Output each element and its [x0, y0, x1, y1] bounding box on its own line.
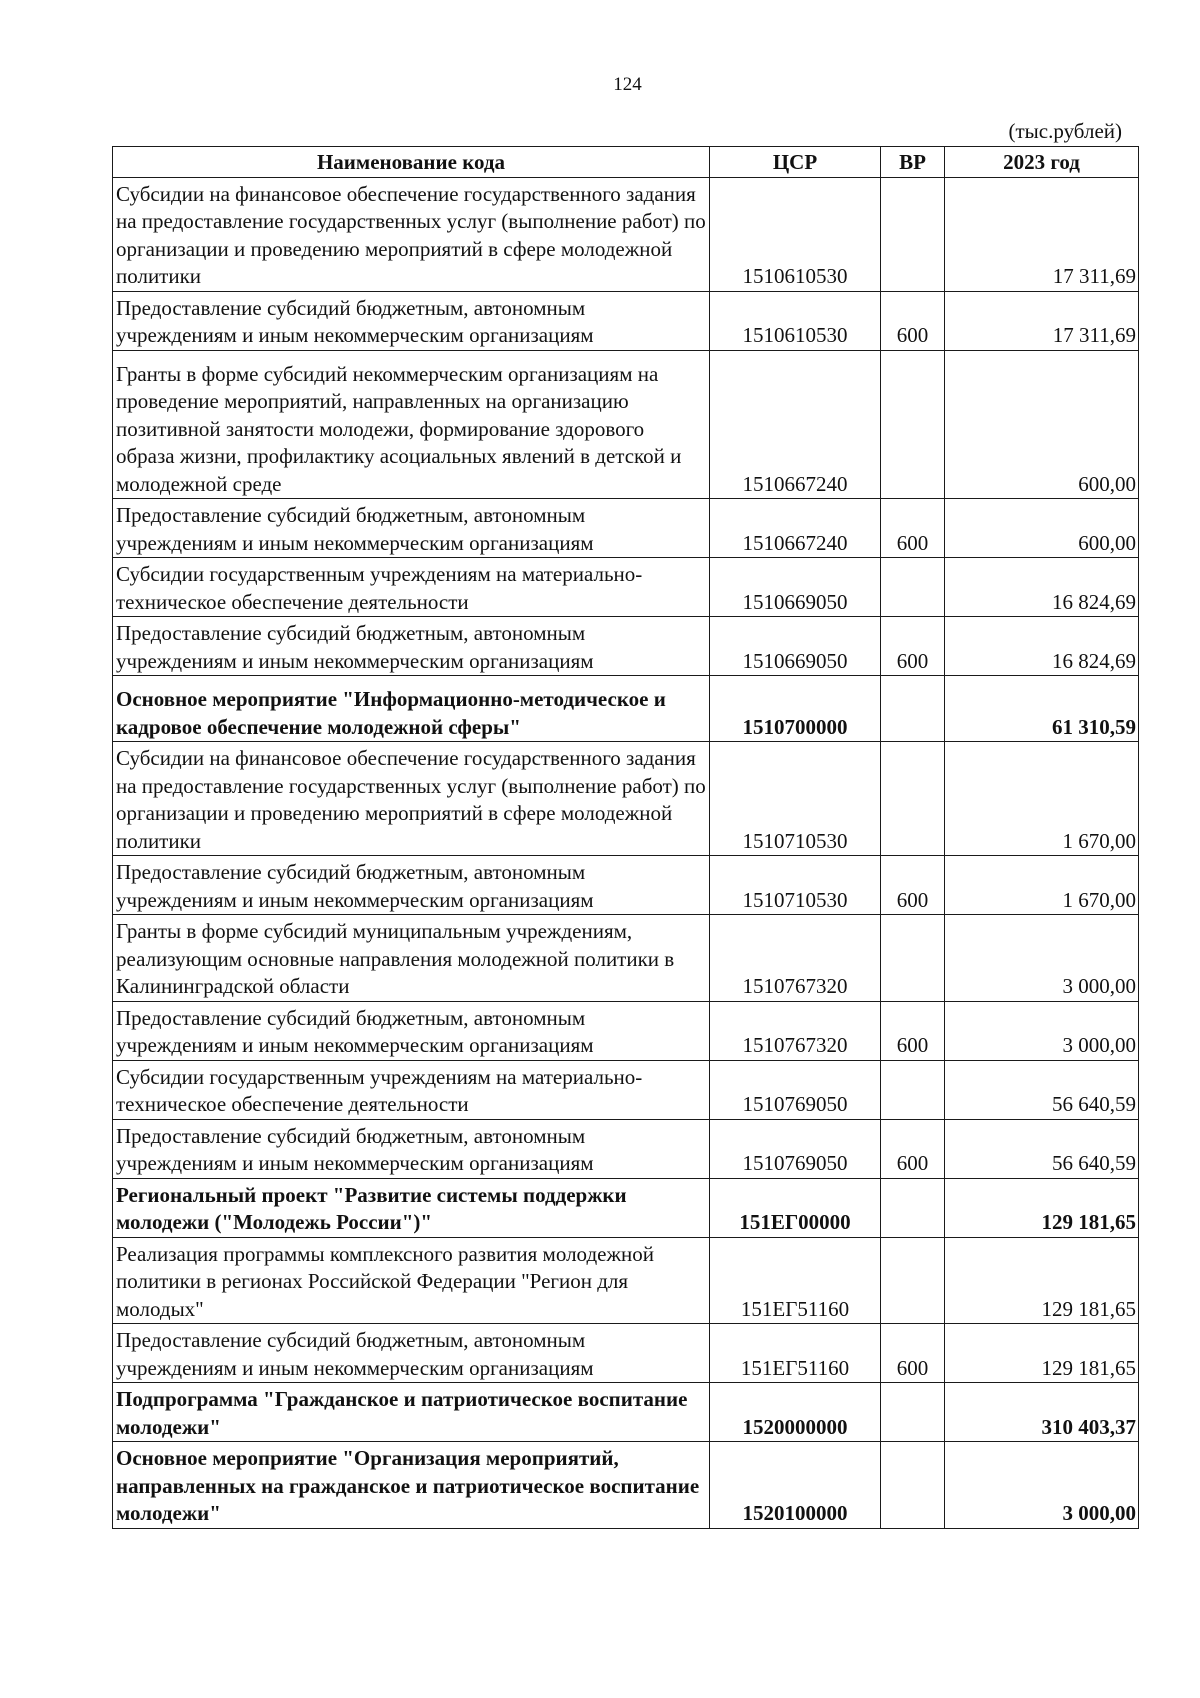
cell-csr: 1510769050 — [710, 1119, 881, 1178]
table-row — [113, 1119, 1139, 1178]
header-year: 2023 год — [945, 147, 1139, 178]
cell-vr: 600 — [881, 617, 945, 676]
cell-sum: 3 000,00 — [945, 1442, 1139, 1529]
table-row — [113, 915, 1139, 1002]
cell-name: Субсидии государственным учреждениям на материально-техническое обеспечение деятельности — [113, 558, 710, 617]
cell-name: Предоставление субсидий бюджетным, автономным учреждениям и иным некоммерческим организациям — [113, 1324, 710, 1383]
table-row — [113, 676, 1139, 742]
cell-name: Предоставление субсидий бюджетным, автономным учреждениям и иным некоммерческим организациям — [113, 1001, 710, 1060]
header-csr: ЦСР — [710, 147, 881, 178]
cell-sum: 3 000,00 — [945, 1001, 1139, 1060]
cell-csr: 151ЕГ00000 — [710, 1178, 881, 1237]
cell-sum: 16 824,69 — [945, 558, 1139, 617]
header-name: Наименование кода — [113, 147, 710, 178]
cell-name: Субсидии на финансовое обеспечение государственного задания на предоставление государственных услуг (выполнение работ) по организации и проведению мероприятий в сфере молодежной политики — [113, 177, 710, 291]
cell-sum: 16 824,69 — [945, 617, 1139, 676]
cell-vr — [881, 1060, 945, 1119]
cell-csr: 1510610530 — [710, 291, 881, 350]
cell-sum: 56 640,59 — [945, 1060, 1139, 1119]
cell-sum: 1 670,00 — [945, 856, 1139, 915]
cell-csr: 151ЕГ51160 — [710, 1237, 881, 1324]
cell-sum: 56 640,59 — [945, 1119, 1139, 1178]
cell-vr — [881, 350, 945, 499]
cell-csr: 1520100000 — [710, 1442, 881, 1529]
cell-name: Основное мероприятие "Информационно-методическое и кадровое обеспечение молодежной сферы" — [113, 676, 710, 742]
cell-csr: 1520000000 — [710, 1383, 881, 1442]
cell-csr: 1510769050 — [710, 1060, 881, 1119]
cell-name: Гранты в форме субсидий муниципальным учреждениям, реализующим основные направления молодежной политики в Калининградской области — [113, 915, 710, 1002]
cell-sum: 310 403,37 — [945, 1383, 1139, 1442]
table-row — [113, 742, 1139, 856]
cell-sum: 1 670,00 — [945, 742, 1139, 856]
cell-vr — [881, 558, 945, 617]
table-row — [113, 1001, 1139, 1060]
cell-csr: 1510767320 — [710, 1001, 881, 1060]
cell-name: Предоставление субсидий бюджетным, автономным учреждениям и иным некоммерческим организациям — [113, 617, 710, 676]
cell-csr: 1510767320 — [710, 915, 881, 1002]
cell-vr — [881, 915, 945, 1002]
cell-sum: 3 000,00 — [945, 915, 1139, 1002]
budget-table — [112, 146, 1139, 1529]
table-row — [113, 350, 1139, 499]
cell-name: Предоставление субсидий бюджетным, автономным учреждениям и иным некоммерческим организациям — [113, 291, 710, 350]
cell-vr — [881, 676, 945, 742]
cell-name: Субсидии государственным учреждениям на материально-техническое обеспечение деятельности — [113, 1060, 710, 1119]
cell-sum: 17 311,69 — [945, 291, 1139, 350]
cell-sum: 129 181,65 — [945, 1324, 1139, 1383]
header-row — [113, 147, 1139, 178]
cell-name: Предоставление субсидий бюджетным, автономным учреждениям и иным некоммерческим организациям — [113, 499, 710, 558]
cell-sum: 17 311,69 — [945, 177, 1139, 291]
cell-vr: 600 — [881, 1001, 945, 1060]
cell-csr: 1510710530 — [710, 856, 881, 915]
cell-vr: 600 — [881, 1119, 945, 1178]
table-row — [113, 1324, 1139, 1383]
cell-csr: 1510710530 — [710, 742, 881, 856]
cell-csr: 1510610530 — [710, 177, 881, 291]
cell-csr: 1510669050 — [710, 617, 881, 676]
cell-vr — [881, 742, 945, 856]
cell-vr: 600 — [881, 856, 945, 915]
cell-vr — [881, 1178, 945, 1237]
cell-vr: 600 — [881, 499, 945, 558]
table-row — [113, 177, 1139, 291]
cell-sum: 129 181,65 — [945, 1178, 1139, 1237]
cell-vr — [881, 177, 945, 291]
table-row — [113, 1383, 1139, 1442]
cell-name: Гранты в форме субсидий некоммерческим организациям на проведение мероприятий, направленных на организацию позитивной занятости молодежи, формирование здорового образа жизни, профилактику асоциальных явлений в детской и молодежной среде — [113, 350, 710, 499]
table-row — [113, 291, 1139, 350]
cell-name: Подпрограмма "Гражданское и патриотическое воспитание молодежи" — [113, 1383, 710, 1442]
table-row — [113, 1442, 1139, 1529]
cell-name: Основное мероприятие "Организация мероприятий, направленных на гражданское и патриотическое воспитание молодежи" — [113, 1442, 710, 1529]
cell-name: Реализация программы комплексного развития молодежной политики в регионах Российской Федерации "Регион для молодых" — [113, 1237, 710, 1324]
table-row — [113, 1237, 1139, 1324]
cell-vr — [881, 1237, 945, 1324]
cell-vr: 600 — [881, 1324, 945, 1383]
page-number: 124 — [613, 74, 642, 95]
table-row — [113, 499, 1139, 558]
cell-csr: 1510667240 — [710, 499, 881, 558]
cell-sum: 61 310,59 — [945, 676, 1139, 742]
cell-name: Предоставление субсидий бюджетным, автономным учреждениям и иным некоммерческим организациям — [113, 1119, 710, 1178]
table-row — [113, 1060, 1139, 1119]
header-vr: ВР — [881, 147, 945, 178]
cell-name: Предоставление субсидий бюджетным, автономным учреждениям и иным некоммерческим организациям — [113, 856, 710, 915]
table-row — [113, 1178, 1139, 1237]
cell-sum: 600,00 — [945, 350, 1139, 499]
cell-vr — [881, 1442, 945, 1529]
table-body — [113, 177, 1139, 1528]
table-row — [113, 617, 1139, 676]
cell-vr: 600 — [881, 291, 945, 350]
cell-csr: 1510669050 — [710, 558, 881, 617]
table-row — [113, 558, 1139, 617]
cell-name: Субсидии на финансовое обеспечение государственного задания на предоставление государственных услуг (выполнение работ) по организации и проведению мероприятий в сфере молодежной политики — [113, 742, 710, 856]
units-caption: (тыс.рублей) — [1008, 119, 1122, 143]
cell-sum: 600,00 — [945, 499, 1139, 558]
cell-name: Региональный проект "Развитие системы поддержки молодежи ("Молодежь России")" — [113, 1178, 710, 1237]
cell-csr: 151ЕГ51160 — [710, 1324, 881, 1383]
cell-vr — [881, 1383, 945, 1442]
cell-csr: 1510667240 — [710, 350, 881, 499]
cell-csr: 1510700000 — [710, 676, 881, 742]
table-row — [113, 856, 1139, 915]
cell-sum: 129 181,65 — [945, 1237, 1139, 1324]
